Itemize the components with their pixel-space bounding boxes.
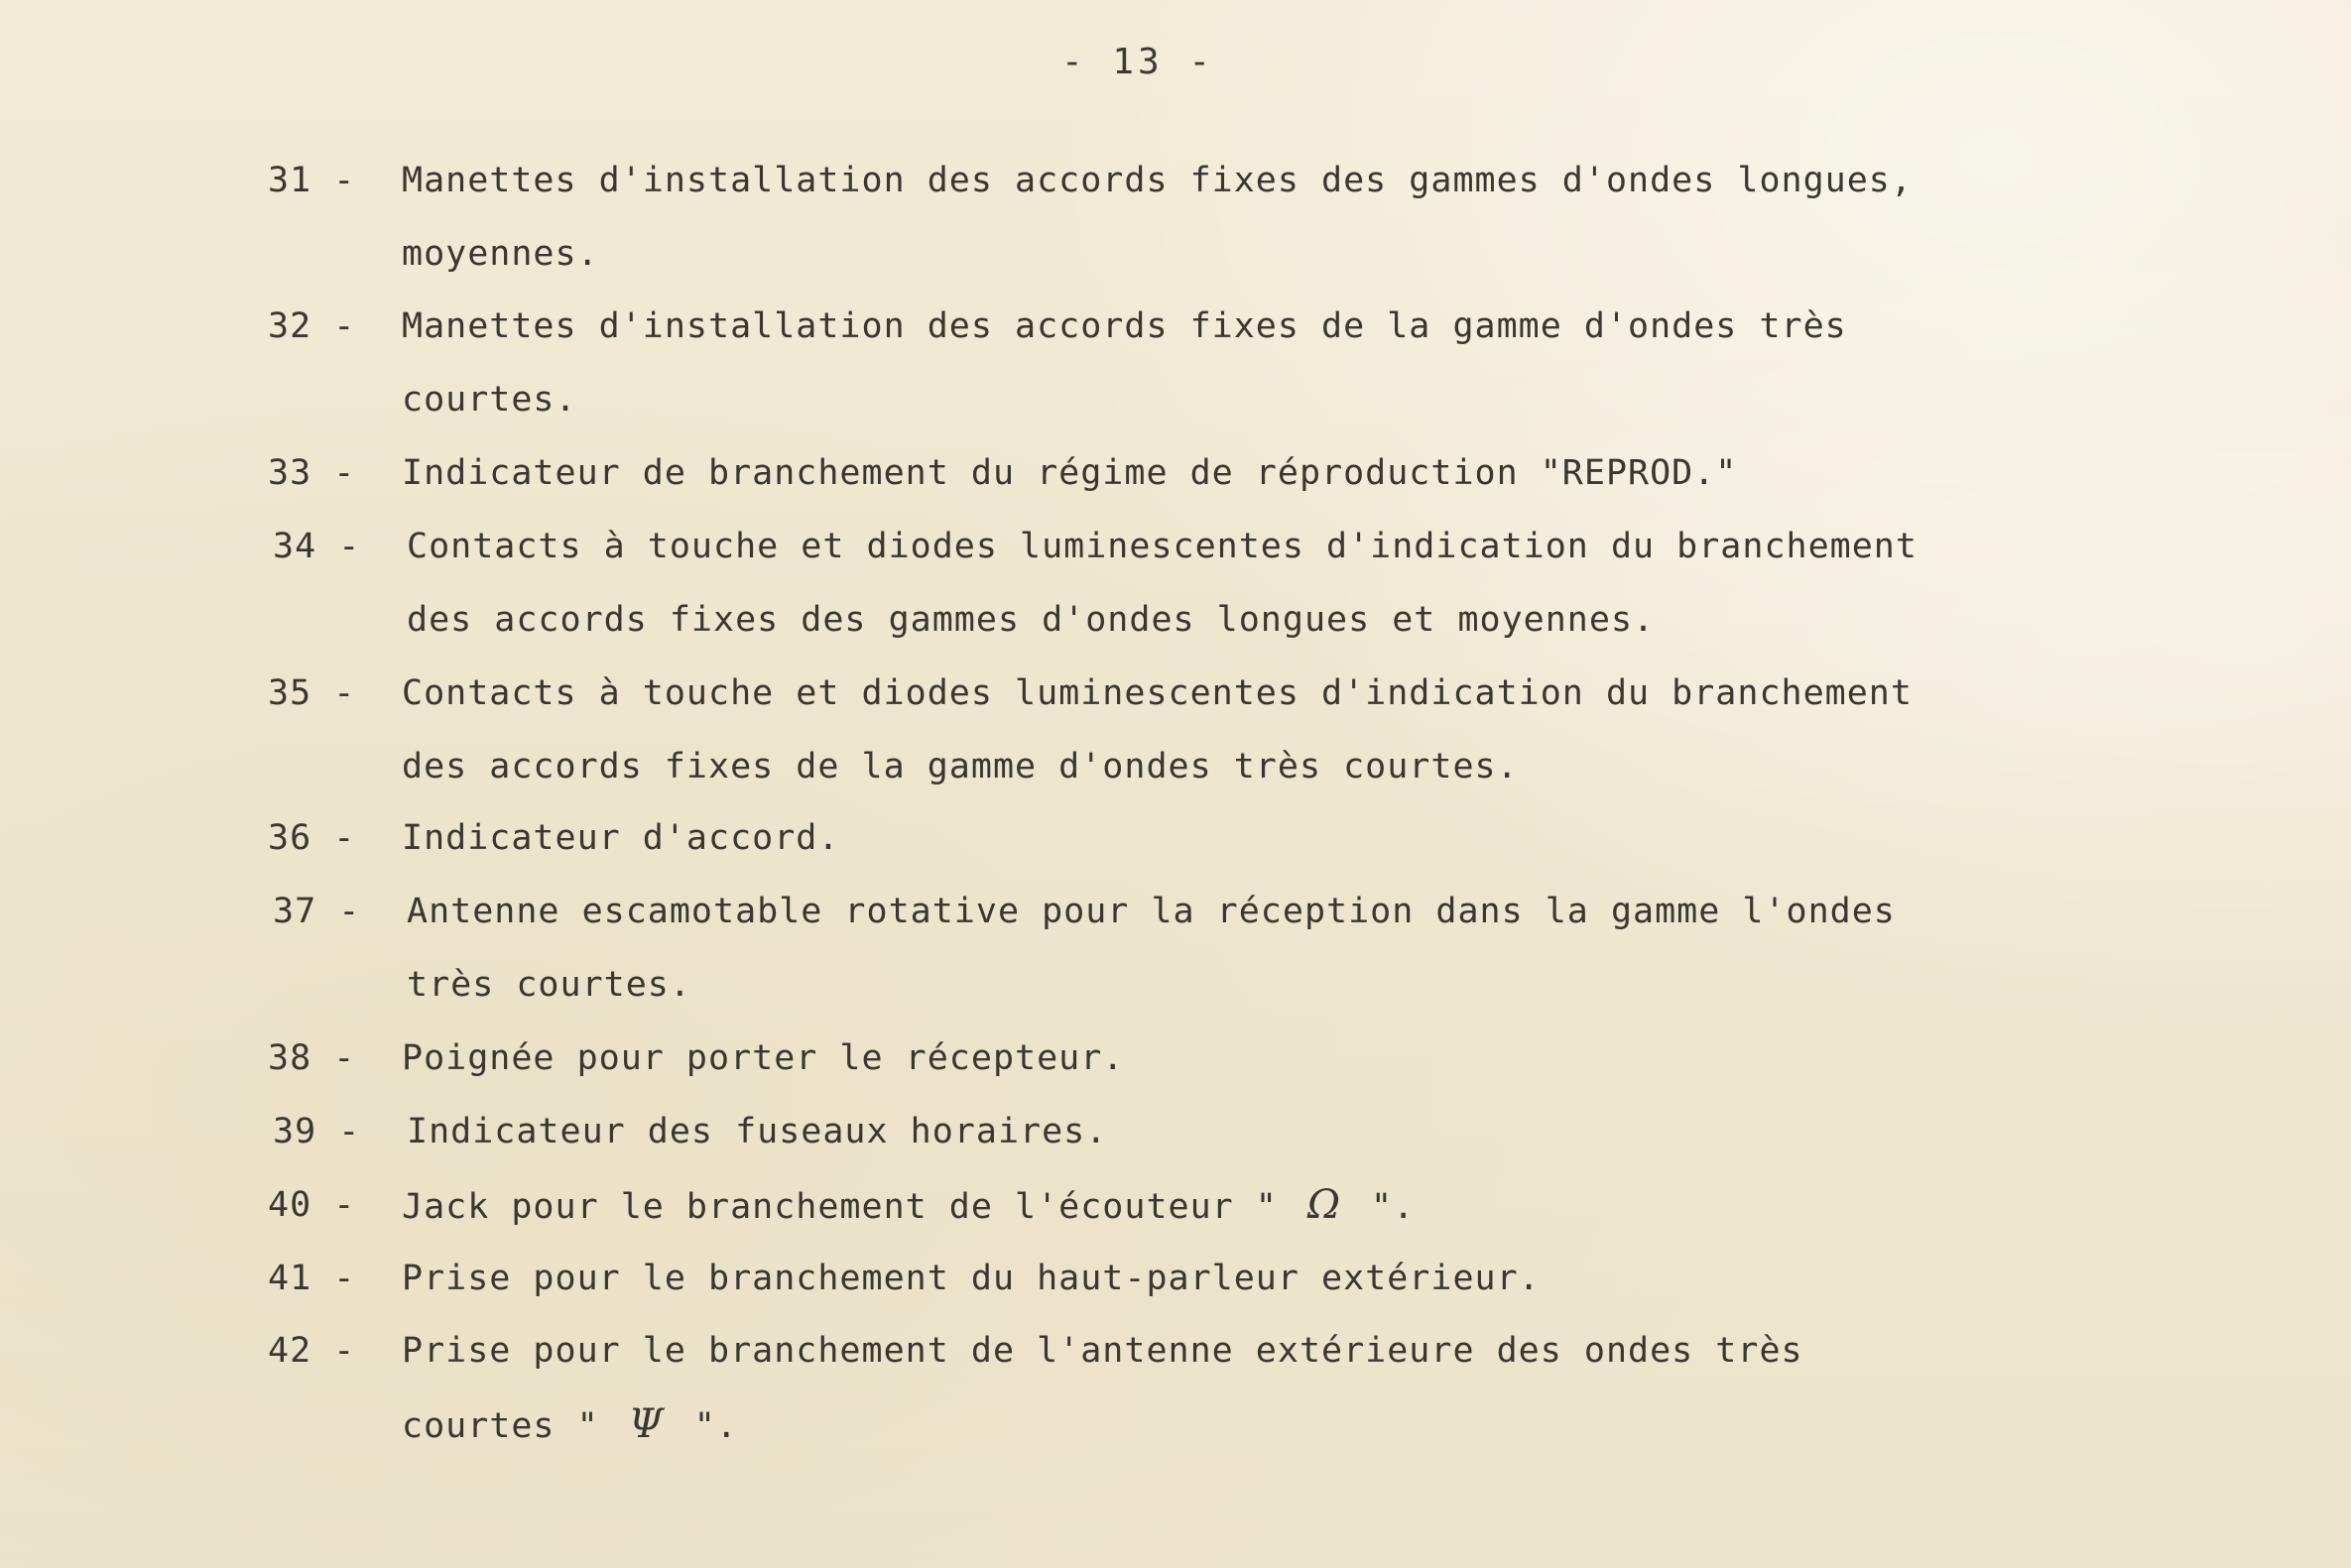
item-text: Indicateur d'accord. [402, 818, 840, 858]
item-text-continued: moyennes. [402, 234, 599, 274]
item-text-part: ". [1371, 1187, 1416, 1227]
item-number: 33 - [268, 453, 356, 493]
item-text-continued: très courtes. [407, 965, 691, 1005]
item-text: Prise pour le branchement de l'antenne extérieure des ondes très [402, 1331, 1803, 1371]
item-text [402, 1168, 1415, 1244]
item-text-continued: courtes. [402, 380, 577, 420]
item-text: Indicateur des fuseaux horaires. [407, 1112, 1108, 1151]
item-text-part: ". [693, 1406, 738, 1446]
item-text: Prise pour le branchement du haut-parleur extérieur. [402, 1259, 1541, 1298]
item-number: 42 - [268, 1331, 356, 1371]
item-number: 39 - [273, 1112, 361, 1151]
antenna-symbol-icon: Ψ [628, 1401, 665, 1447]
item-number: 37 - [273, 892, 361, 931]
item-text: Manettes d'installation des accords fixes de la gamme d'ondes très [402, 306, 1847, 346]
item-text: Contacts à touche et diodes luminescentes d'indication du branchement [402, 673, 1913, 713]
headphone-symbol-icon: Ω [1306, 1182, 1342, 1228]
page-number: - 13 - [1061, 42, 1215, 82]
item-text: Contacts à touche et diodes luminescentes d'indication du branchement [407, 527, 1918, 566]
item-number: 41 - [268, 1259, 356, 1298]
item-number: 40 - [268, 1185, 356, 1225]
item-number: 34 - [273, 527, 361, 566]
item-text: Poignée pour porter le récepteur. [402, 1038, 1125, 1078]
item-text-continued: des accords fixes de la gamme d'ondes très courtes. [402, 747, 1519, 786]
item-number: 35 - [268, 673, 356, 713]
item-number: 38 - [268, 1038, 356, 1078]
item-text: Indicateur de branchement du régime de réproduction "REPROD." [402, 453, 1738, 493]
item-text: Antenne escamotable rotative pour la réception dans la gamme l'ondes [407, 892, 1896, 931]
item-number: 36 - [268, 818, 356, 858]
item-text-continued [402, 1387, 738, 1463]
item-text: Manettes d'installation des accords fixes des gammes d'ondes longues, [402, 161, 1913, 200]
item-text-part: Jack pour le branchement de l'écouteur " [402, 1187, 1278, 1227]
item-text-part: courtes " [402, 1406, 599, 1446]
item-number: 32 - [268, 306, 356, 346]
item-text-continued: des accords fixes des gammes d'ondes longues et moyennes. [407, 600, 1656, 640]
item-number: 31 - [268, 161, 356, 200]
